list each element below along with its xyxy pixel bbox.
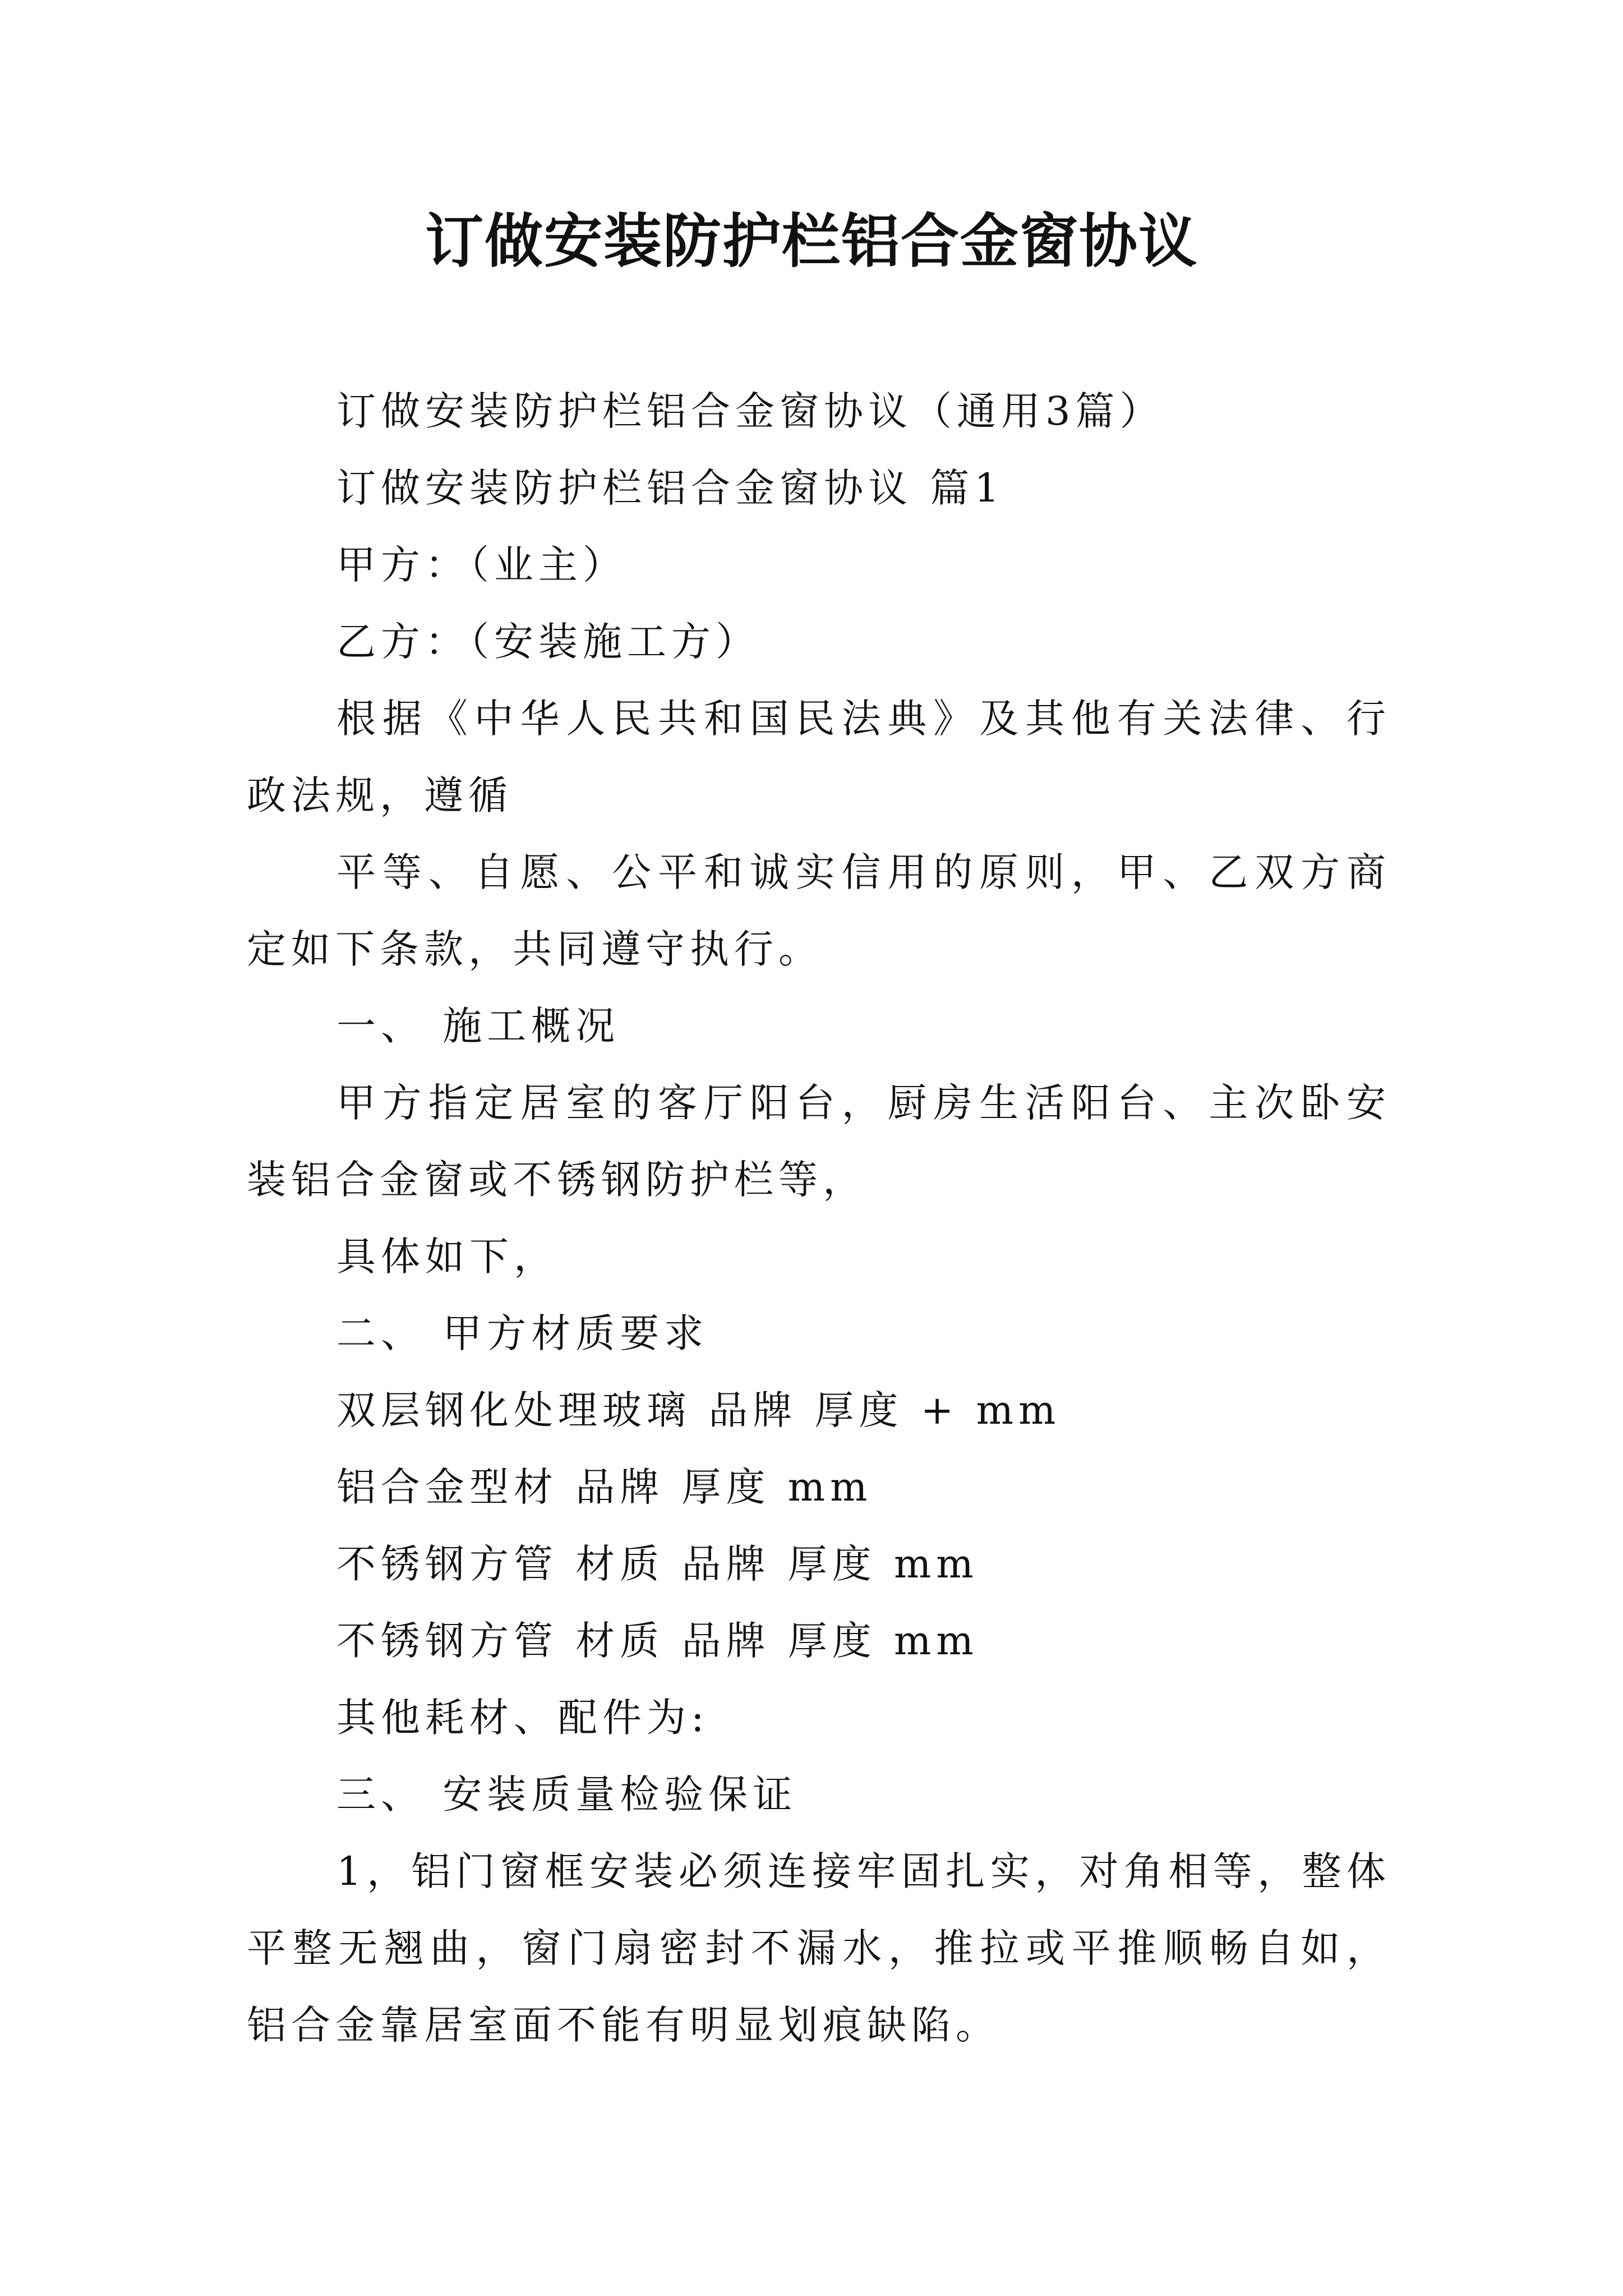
material-line-other: 其他耗材、配件为: (336, 1695, 709, 1741)
paragraph-quality-1: 1，铝门窗框安装必须连接牢固扎实，对角相等，整体平整无翘曲，窗门扇密封不漏水，推拉或平推顺畅自如，铝合金靠居室面不能有明显划痕缺陷。 (247, 1848, 1391, 2048)
paragraph-subtitle: 订做安装防护栏铝合金窗协议（通用3篇） (336, 388, 1164, 434)
paragraph-principles: 平等、自愿、公平和诚实信用的原则，甲、乙双方商定如下条款，共同遵守执行。 (247, 849, 1391, 972)
paragraph-party-a: 甲方：（业主） (336, 542, 627, 588)
material-line-steel-2: 不锈钢方管 材质 品牌 厚度 mm (336, 1618, 979, 1664)
document-title: 订做安装防护栏铝合金窗协议 (425, 206, 1198, 275)
material-line-aluminum: 铝合金型材 品牌 厚度 mm (336, 1464, 873, 1510)
section-heading-1: 一、 施工概况 (336, 1003, 620, 1049)
paragraph-legal-basis: 根据《中华人民共和国民法典》及其他有关法律、行政法规，遵循 (247, 696, 1391, 818)
section-heading-2: 二、 甲方材质要求 (336, 1310, 709, 1356)
material-line-steel-1: 不锈钢方管 材质 品牌 厚度 mm (336, 1541, 979, 1587)
paragraph-party-b: 乙方：（安装施工方） (336, 619, 760, 665)
document-body (247, 373, 1391, 2064)
section-heading-3: 三、 安装质量检验保证 (336, 1772, 797, 1818)
material-line-glass: 双层钢化处理玻璃 品牌 厚度 + mm (336, 1387, 1061, 1433)
paragraph-overview: 甲方指定居室的客厅阳台，厨房生活阳台、主次卧安装铝合金窗或不锈钢防护栏等， (247, 1080, 1391, 1203)
paragraph-part-heading: 订做安装防护栏铝合金窗协议 篇1 (336, 465, 1004, 511)
paragraph-details: 具体如下， (336, 1234, 558, 1280)
